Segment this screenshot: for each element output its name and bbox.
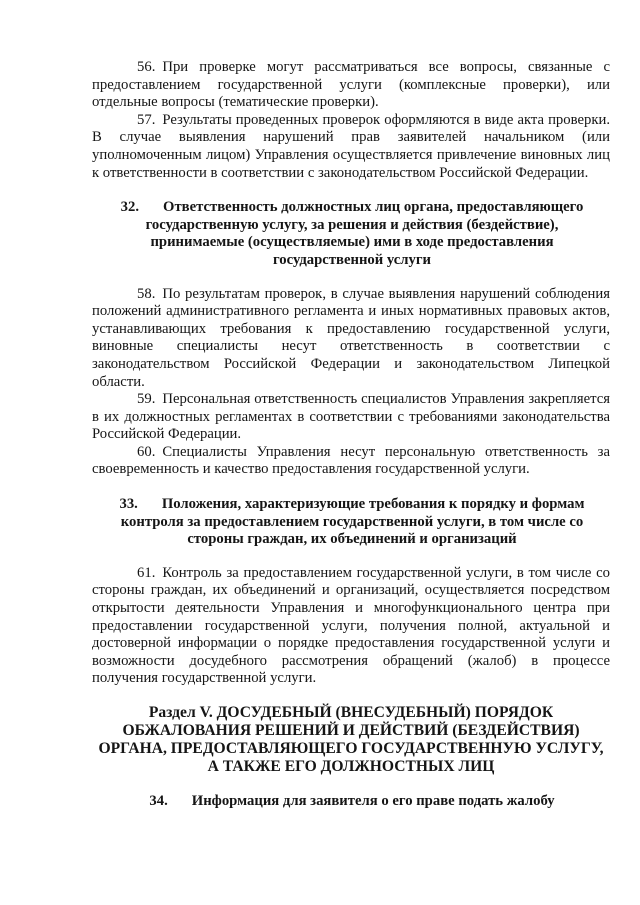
paragraph-number: 59. (137, 391, 156, 408)
paragraph-number: 61. (137, 564, 156, 581)
paragraph-text: По результатам проверок, в случае выявления нарушений соблюдения положений административного регламента и иных нормативных правовых актов, устанавливающих требования к предоставлению государственной услуги, виновные специалисты несут ответственность в соответствии с законодательством Российской Федерации и законодательством Липецкой области. (92, 285, 610, 390)
section-heading-33 (92, 496, 610, 549)
paragraph-text: Специалисты Управления несут персональную ответственность за своевременность и качество предоставления государственной услуги. (92, 443, 610, 478)
heading-title: Ответственность должностных лиц органа, предоставляющего государственную услугу, за решения и действия (бездействие), принимаемые (осуществляемые) ими в ходе предоставления государственной услуги (145, 199, 584, 268)
heading-number: 32. (120, 199, 140, 216)
paragraph-number: 60. (137, 443, 156, 460)
paragraph-text: Персональная ответственность специалистов Управления закрепляется в их должностных регламентах в соответствии с требованиями законодательства Российской Федерации. (92, 391, 610, 443)
paragraph-number: 57. (137, 111, 156, 128)
paragraph-text: Результаты проведенных проверок оформляются в виде акта проверки. В случае выявления нарушений прав заявителей начальником (или уполномоченным лицом) Управления осуществляется привлечение виновных лиц к ответственности в соответствии с законодательством Российской Федерации. (92, 111, 610, 181)
paragraph-61 (92, 565, 610, 688)
heading-title: Информация для заявителя о его праве подать жалобу (191, 793, 555, 809)
paragraph-number: 58. (137, 285, 156, 302)
heading-title: Положения, характеризующие требования к порядку и формам контроля за предоставлением государственной услуги, в том числе со стороны граждан, их объединений и организаций (120, 496, 585, 548)
paragraph-58 (92, 286, 610, 392)
paragraph-text: Контроль за предоставлением государственной услуги, в том числе со стороны граждан, их объединений и организаций, осуществляется посредством открытости деятельности Управления и многофункционального центра при предоставлении государственной услуги, получения полной, актуальной и достоверной информации о порядке предоставления государственной услуги и возможности досудебного рассмотрения обращений (жалоб) в процессе получения государственной услуги. (92, 564, 610, 687)
heading-number: 34. (149, 793, 168, 809)
paragraph-56 (92, 59, 610, 112)
section-heading-34 (92, 793, 610, 811)
paragraph-57 (92, 112, 610, 182)
paragraph-59 (92, 391, 610, 444)
heading-number: 33. (119, 496, 138, 513)
paragraph-number: 56. (137, 59, 156, 75)
paragraph-60 (92, 444, 610, 479)
section-heading-32 (92, 199, 610, 269)
part-title-section-5: Раздел V. ДОСУДЕБНЫЙ (ВНЕСУДЕБНЫЙ) ПОРЯДОК ОБЖАЛОВАНИЯ РЕШЕНИЙ И ДЕЙСТВИЙ (БЕЗДЕЙСТВИЯ) ОРГАНА, ПРЕДОСТАВЛЯЮЩЕГО ГОСУДАРСТВЕННУЮ УСЛУГУ, А ТАКЖЕ ЕГО ДОЛЖНОСТНЫХ ЛИЦ (98, 704, 604, 775)
paragraph-text: При проверке могут рассматриваться все вопросы, связанные с предоставлением государственной услуги (комплексные проверки), или отдельные вопросы (тематические проверки). (92, 59, 610, 111)
